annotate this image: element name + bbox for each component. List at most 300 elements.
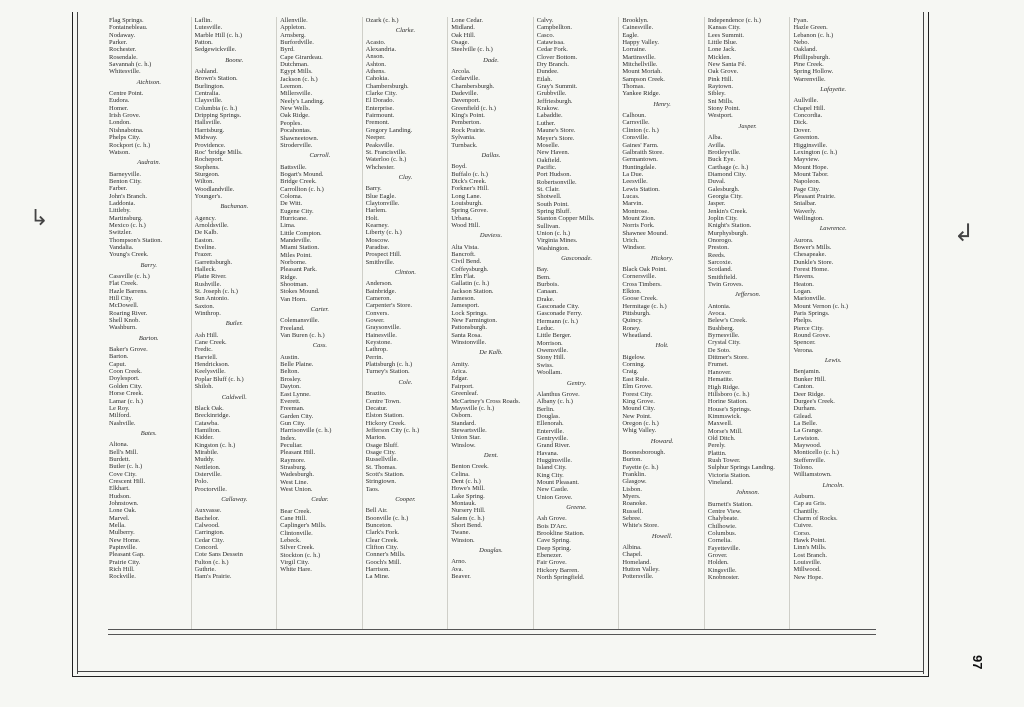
post-office-entry: Nodaway. bbox=[109, 31, 136, 39]
post-office-entry: Murphysburgh. bbox=[707, 229, 749, 237]
post-office-entry: Durham. bbox=[793, 405, 817, 413]
post-office-entry: Hutton Valley. bbox=[622, 566, 660, 574]
post-office-entry: Mulberry. bbox=[109, 529, 135, 537]
post-office-entry: Coon Creek. bbox=[109, 368, 142, 376]
post-office-entry: Casco. bbox=[536, 31, 555, 39]
page-number: 97 bbox=[970, 655, 985, 670]
post-office-entry: Galbraith Store. bbox=[622, 148, 664, 156]
post-office-entry: Saxton. bbox=[194, 302, 215, 310]
county-heading: Henry. bbox=[653, 100, 671, 108]
post-office-entry: Pink Hill. bbox=[707, 75, 734, 83]
post-office-entry: Frazer. bbox=[194, 251, 213, 259]
post-office-entry: Wilton. bbox=[194, 178, 214, 186]
post-office-entry: Pleasant Prairie. bbox=[793, 192, 836, 200]
post-office-entry: Chambersburgh. bbox=[451, 82, 495, 90]
post-office-entry: Spring Hollow. bbox=[793, 68, 834, 76]
county-heading: Jasper. bbox=[738, 122, 757, 130]
column-divider bbox=[362, 17, 363, 629]
left-margin-arrow-icon: ↳ bbox=[30, 206, 49, 231]
column-divider bbox=[789, 17, 790, 629]
post-office-entry: Milford. bbox=[109, 412, 131, 420]
county-heading: Bates. bbox=[140, 429, 157, 437]
post-office-entry: Antonia. bbox=[707, 302, 731, 310]
post-office-entry: Belton. bbox=[280, 368, 300, 376]
post-office-entry: Logan. bbox=[793, 288, 812, 296]
post-office-entry: Luther. bbox=[536, 119, 556, 127]
post-office-entry: Pottersville. bbox=[622, 573, 654, 581]
post-office-entry: Rock Prairie. bbox=[451, 126, 486, 134]
post-office-entry: Swiss. bbox=[536, 361, 554, 369]
post-office-entry: Lutesville. bbox=[194, 24, 223, 32]
post-office-entry: Stokes Mound. bbox=[280, 288, 320, 296]
post-office-entry: Benton Creek. bbox=[451, 463, 489, 471]
post-office-entry: Garden City. bbox=[280, 412, 314, 420]
frame-right-inner-rule bbox=[923, 12, 924, 674]
table-bottom-rule bbox=[108, 629, 876, 630]
column-divider bbox=[191, 17, 192, 629]
post-office-entry: McDowell. bbox=[109, 302, 139, 310]
post-office-entry: Cap au Gris. bbox=[793, 500, 827, 508]
post-office-entry: Roc' 'bridge Mills. bbox=[194, 148, 243, 156]
post-office-entry: Nettleton. bbox=[194, 463, 221, 471]
post-office-entry: Alta Vista. bbox=[451, 243, 479, 251]
post-office-entry: Oak Hill. bbox=[451, 31, 476, 39]
post-office-entry: Ellenorah. bbox=[536, 420, 564, 428]
post-office-entry: Rockville. bbox=[109, 573, 136, 581]
post-office-entry: Fayetteville. bbox=[707, 544, 741, 552]
post-office-entry: Oakfield. bbox=[536, 156, 562, 164]
post-office-entry: Elkhart. bbox=[109, 485, 130, 493]
post-office-columns bbox=[109, 17, 879, 629]
post-office-entry: Gray's Summit. bbox=[536, 83, 578, 91]
post-office-entry: Platte River. bbox=[194, 273, 227, 281]
post-office-entry: Taos. bbox=[365, 485, 380, 493]
post-office-entry: Catawba. bbox=[194, 419, 219, 427]
post-office-entry: Littleby. bbox=[109, 207, 131, 215]
post-office-entry: Horse Creek. bbox=[109, 390, 144, 398]
post-office-entry: Joplin City. bbox=[707, 214, 738, 222]
post-office-entry: Liberty (c. h.) bbox=[365, 229, 402, 237]
post-office-entry: Union Grove. bbox=[536, 493, 573, 501]
post-office-entry: Gaines' Farm. bbox=[622, 141, 659, 149]
post-office-entry: Elm Flat. bbox=[451, 273, 476, 280]
post-office-entry: Colemansville. bbox=[280, 317, 320, 325]
post-office-entry: Osage City. bbox=[365, 448, 396, 456]
post-office-entry: Albany (c. h.) bbox=[536, 398, 573, 406]
post-office-entry: Crescent Hill. bbox=[109, 477, 146, 485]
post-office-entry: Jefferson City (c. h.) bbox=[365, 426, 420, 434]
post-office-entry: Acasto. bbox=[365, 38, 386, 46]
post-office-entry: Jasper. bbox=[707, 200, 726, 208]
post-office-entry: Page City. bbox=[793, 185, 821, 193]
post-office-entry: Neely's Landing. bbox=[280, 97, 325, 105]
post-office-entry: Holden. bbox=[707, 559, 729, 567]
post-office-entry: Chapel. bbox=[622, 551, 643, 559]
post-office-entry: Clintonville. bbox=[280, 529, 313, 537]
column-3 bbox=[280, 17, 360, 629]
post-office-entry: Hanover. bbox=[707, 368, 732, 376]
post-office-entry: Beaver. bbox=[451, 573, 471, 581]
post-office-entry: Marvin. bbox=[622, 200, 644, 208]
post-office-entry: Gentryville. bbox=[536, 434, 568, 442]
post-office-entry: Etlah. bbox=[536, 75, 553, 83]
post-office-entry: Burdett. bbox=[109, 455, 131, 463]
post-office-entry: Long Lane. bbox=[451, 192, 482, 200]
post-office-entry: Consville. bbox=[622, 134, 649, 142]
post-office-entry: Virginia Mines. bbox=[536, 237, 578, 245]
post-office-entry: Mount Pleasant. bbox=[536, 478, 580, 486]
post-office-entry: Stephens. bbox=[194, 163, 220, 171]
county-heading: Holt. bbox=[655, 342, 669, 350]
post-office-entry: Hill City. bbox=[109, 295, 134, 303]
post-office-entry: Dick. bbox=[793, 119, 808, 127]
post-office-entry: Carrington. bbox=[194, 529, 225, 537]
county-heading: Gasconade. bbox=[561, 255, 592, 262]
post-office-entry: John's Branch. bbox=[109, 192, 148, 200]
post-office-entry: Turney's Station. bbox=[365, 368, 410, 376]
post-office-entry: Plattin. bbox=[707, 449, 727, 457]
post-office-entry: Lisbon. bbox=[622, 485, 643, 493]
post-office-entry: Midway. bbox=[194, 134, 218, 142]
post-office-entry: Campbellton. bbox=[536, 24, 572, 32]
post-office-entry: Kearney. bbox=[365, 221, 389, 229]
post-office-entry: Black Oak. bbox=[194, 404, 224, 412]
post-office-entry: Van Horn. bbox=[280, 295, 307, 303]
post-office-entry: Irish Grove. bbox=[109, 112, 141, 120]
post-office-entry: Ash Hill. bbox=[194, 331, 219, 339]
post-office-entry: Halleck. bbox=[194, 266, 217, 273]
post-office-entry: Index. bbox=[280, 434, 297, 442]
post-office-entry: Shell Knob. bbox=[109, 317, 141, 325]
post-office-entry: Van Buren (c. h.) bbox=[280, 332, 325, 340]
post-office-entry: Mount Tabor. bbox=[793, 170, 829, 178]
post-office-entry: Santa Rosa. bbox=[451, 331, 482, 339]
post-office-entry: Centralia. bbox=[194, 90, 220, 98]
post-office-entry: Wheatland. bbox=[622, 332, 653, 340]
post-office-entry: Le Roy. bbox=[109, 404, 130, 412]
post-office-entry: Goose Creek. bbox=[622, 295, 658, 303]
post-office-entry: Fayette (c. h.) bbox=[622, 463, 659, 471]
post-office-entry: Carthage (c. h.) bbox=[707, 163, 749, 171]
post-office-entry: Stanton Copper Mills. bbox=[536, 215, 595, 223]
post-office-entry: Standard. bbox=[451, 419, 476, 427]
post-office-entry: Moscow. bbox=[365, 236, 390, 244]
post-office-entry: Bois D'Arc. bbox=[536, 522, 568, 530]
post-office-entry: Cahokia. bbox=[365, 75, 389, 83]
post-office-entry: Scotland. bbox=[707, 266, 733, 274]
post-office-entry: Young's Creek. bbox=[109, 251, 149, 259]
post-office-entry: Gooch's Mill. bbox=[365, 558, 402, 566]
post-office-entry: Eugene City. bbox=[280, 207, 314, 215]
post-office-entry: Ash Grove. bbox=[536, 515, 567, 523]
post-office-entry: White Hare. bbox=[280, 566, 312, 574]
county-heading: Lawrence. bbox=[819, 225, 847, 233]
post-office-entry: Oregon (c. h.) bbox=[622, 419, 659, 427]
post-office-entry: Johnstown. bbox=[109, 499, 139, 507]
post-office-entry: Austin. bbox=[280, 353, 300, 361]
post-office-entry: Marion. bbox=[365, 434, 387, 442]
post-office-entry: Happy Valley. bbox=[622, 39, 659, 47]
post-office-entry: Mirabile. bbox=[194, 448, 219, 456]
post-office-entry: Hudson. bbox=[109, 492, 131, 500]
post-office-entry: Gilead. bbox=[793, 412, 813, 420]
post-office-entry: Waverly. bbox=[793, 207, 817, 215]
post-office-entry: Hawk Point. bbox=[793, 537, 826, 545]
post-office-entry: Winston. bbox=[451, 536, 475, 544]
county-heading: Howell. bbox=[651, 532, 673, 540]
post-office-entry: Hermann (c. h.) bbox=[536, 317, 578, 325]
post-office-entry: Boonville (c. h.) bbox=[365, 514, 409, 522]
post-office-entry: Cote Sans Dessein bbox=[194, 551, 243, 559]
post-office-entry: Osage Bluff. bbox=[365, 441, 399, 449]
post-office-entry: Lake Spring. bbox=[451, 492, 485, 500]
post-office-entry: La Due. bbox=[622, 170, 644, 178]
column-1 bbox=[109, 17, 189, 629]
post-office-entry: Morse's Mill. bbox=[707, 427, 743, 435]
post-office-entry: De Soto. bbox=[707, 346, 731, 354]
post-office-entry: Urbana. bbox=[451, 214, 472, 222]
post-office-entry: Deer Ridge. bbox=[793, 390, 825, 398]
post-office-entry: Amity. bbox=[451, 360, 470, 368]
post-office-entry: Burbois. bbox=[536, 281, 559, 289]
column-divider bbox=[618, 17, 619, 629]
post-office-entry: Buffalo (c. h.) bbox=[451, 170, 488, 178]
post-office-entry: New Haven. bbox=[536, 149, 570, 157]
post-office-entry: Lock Springs. bbox=[451, 309, 488, 317]
post-office-entry: Cornersville. bbox=[622, 273, 657, 281]
post-office-entry: Maywood. bbox=[793, 441, 822, 449]
post-office-entry: De Kalb. bbox=[194, 229, 219, 237]
post-office-entry: Flag Springs. bbox=[109, 17, 144, 24]
post-office-entry: Roanoke. bbox=[622, 500, 648, 508]
post-office-entry: Winstonville. bbox=[451, 339, 487, 347]
post-office-entry: New Hope. bbox=[793, 573, 824, 581]
post-office-entry: Byrnesville. bbox=[707, 332, 740, 340]
post-office-entry: Stony Point. bbox=[707, 105, 741, 113]
column-divider bbox=[447, 17, 448, 629]
post-office-entry: Dry Branch. bbox=[536, 61, 569, 69]
post-office-entry: Wellington. bbox=[793, 214, 824, 222]
post-office-entry: Higginsville. bbox=[793, 141, 828, 149]
post-office-entry: Louisville. bbox=[793, 559, 822, 567]
post-office-entry: Lebanon (c. h.) bbox=[793, 31, 834, 39]
post-office-entry: Stony Hill. bbox=[536, 354, 566, 362]
post-office-entry: Brosley. bbox=[280, 375, 302, 383]
post-office-entry: Canaan. bbox=[536, 288, 558, 296]
post-office-entry: Carrsville. bbox=[622, 119, 650, 127]
post-office-entry: Peoples. bbox=[280, 119, 302, 127]
post-office-entry: Germantown. bbox=[622, 156, 658, 164]
post-office-entry: Onorogo. bbox=[707, 236, 733, 244]
post-office-entry: Howe's Mill. bbox=[451, 485, 485, 493]
post-office-entry: Washington. bbox=[536, 244, 570, 252]
post-office-entry: Wadesburgh. bbox=[280, 471, 314, 479]
post-office-entry: Peaksville. bbox=[365, 141, 394, 149]
post-office-entry: Jameson. bbox=[451, 295, 476, 303]
post-office-entry: Pierce City. bbox=[793, 324, 824, 332]
post-office-entry: Phillipsburgh. bbox=[793, 53, 830, 61]
post-office-entry: Hazle Barrens. bbox=[109, 287, 148, 295]
post-office-entry: House's Springs. bbox=[707, 405, 752, 413]
post-office-entry: Prospect Hill. bbox=[365, 251, 402, 259]
post-office-entry: South Point. bbox=[536, 200, 569, 208]
post-office-entry: Norris Fork. bbox=[622, 222, 655, 230]
post-office-entry: Columbia (c. h.) bbox=[194, 104, 238, 112]
post-office-entry: North Springfield. bbox=[536, 574, 585, 582]
post-office-entry: Cove City. bbox=[109, 470, 137, 478]
post-office-entry: Butler (c. h.) bbox=[109, 463, 143, 471]
column-9 bbox=[793, 17, 873, 629]
post-office-entry: Lone Oak. bbox=[109, 507, 137, 515]
post-office-entry: Caplinger's Mills. bbox=[280, 522, 327, 530]
post-office-entry: Independence (c. h.) bbox=[707, 17, 761, 24]
frame-bottom-inner-rule bbox=[77, 671, 924, 672]
post-office-entry: Forest City. bbox=[622, 390, 653, 398]
post-office-entry: Caput. bbox=[109, 360, 127, 368]
post-office-entry: Kidder. bbox=[194, 434, 214, 442]
post-office-entry: Forkner's Hill. bbox=[451, 185, 489, 193]
post-office-entry: Thompson's Station. bbox=[109, 236, 163, 244]
post-office-entry: Smithville. bbox=[365, 258, 395, 266]
post-office-entry: Scott's Station. bbox=[365, 470, 405, 478]
post-office-entry: Harrisburg. bbox=[194, 126, 225, 134]
post-office-entry: Bachelor. bbox=[194, 514, 220, 522]
post-office-entry: Cave Spring. bbox=[536, 537, 571, 545]
post-office-entry: Stewartsville. bbox=[451, 426, 487, 434]
post-office-entry: New Home. bbox=[109, 536, 141, 544]
post-office-entry: Marionville. bbox=[793, 295, 826, 303]
post-office-entry: Centre View. bbox=[707, 508, 742, 515]
post-office-entry: Neeper. bbox=[365, 134, 386, 142]
post-office-entry: Buck Eye. bbox=[707, 156, 735, 164]
post-office-entry: Clinton (c. h.) bbox=[622, 126, 659, 134]
county-heading: Daviess. bbox=[479, 232, 503, 240]
post-office-entry: Dripping Springs. bbox=[194, 112, 242, 120]
post-office-entry: Oak Grove. bbox=[707, 68, 739, 76]
post-office-entry: Brookline Station. bbox=[536, 530, 585, 538]
post-office-entry: Pocahontas. bbox=[280, 127, 312, 135]
post-office-entry: Sedgewickville. bbox=[194, 46, 237, 54]
post-office-entry: Lucas. bbox=[622, 192, 640, 200]
post-office-entry: Anderson. bbox=[365, 280, 393, 288]
post-office-entry: Pemberton. bbox=[451, 119, 482, 127]
post-office-entry: Nursery Hill. bbox=[451, 507, 486, 515]
post-office-entry: Silver Creek. bbox=[280, 544, 315, 552]
post-office-entry: Aurora. bbox=[793, 236, 814, 244]
post-office-entry: Ozark (c. h.) bbox=[365, 17, 399, 24]
right-margin-arrow-icon: ↲ bbox=[954, 219, 975, 247]
post-office-entry: Winslow. bbox=[451, 441, 476, 449]
post-office-entry: Cedar City. bbox=[194, 536, 225, 544]
post-office-entry: Hickory Barren. bbox=[536, 566, 579, 574]
post-office-entry: Columbus. bbox=[707, 530, 737, 538]
post-office-entry: Sun Antonio. bbox=[194, 295, 229, 303]
post-office-entry: Arnsberg. bbox=[280, 31, 306, 39]
county-heading: Boone. bbox=[225, 56, 244, 64]
post-office-entry: Lewiston. bbox=[793, 434, 820, 442]
post-office-entry: Forest Home. bbox=[793, 266, 829, 273]
post-office-entry: Strasburg. bbox=[280, 463, 307, 471]
post-office-entry: Hematite. bbox=[707, 376, 734, 384]
post-office-entry: Twin Groves. bbox=[707, 281, 744, 289]
post-office-entry: Ebenezer. bbox=[536, 552, 563, 560]
post-office-entry: Carpenter's Store. bbox=[365, 302, 412, 310]
post-office-entry: St. Francisville. bbox=[365, 148, 407, 156]
post-office-entry: Pacific. bbox=[536, 163, 557, 171]
post-office-entry: Martinsville. bbox=[622, 53, 656, 61]
post-office-entry: Clifton City. bbox=[365, 544, 399, 552]
post-office-entry: Enterville. bbox=[536, 427, 565, 435]
post-office-entry: Burton. bbox=[622, 456, 643, 464]
post-office-entry: Grover. bbox=[707, 552, 728, 560]
county-heading: Dallas. bbox=[481, 151, 501, 159]
post-office-entry: Woollam. bbox=[536, 369, 563, 377]
post-office-entry: Franklin. bbox=[622, 470, 646, 478]
post-office-entry: Cassville (c. h.) bbox=[109, 273, 150, 280]
post-office-entry: Rocheport. bbox=[194, 156, 224, 164]
post-office-entry: Twane. bbox=[451, 529, 471, 537]
post-office-entry: Pittsburgh. bbox=[622, 310, 651, 318]
post-office-entry: Fontainebleau. bbox=[109, 24, 148, 32]
post-office-entry: Savannah (c. h.) bbox=[109, 61, 152, 69]
post-office-entry: Jackson (c. h.) bbox=[280, 75, 318, 83]
post-office-entry: Sylvania. bbox=[451, 134, 476, 142]
post-office-entry: Victoria Station. bbox=[707, 471, 751, 479]
post-office-entry: Vineland. bbox=[707, 478, 733, 486]
post-office-entry: Lost Branch. bbox=[793, 551, 828, 559]
post-office-entry: St. Joseph (c. h.) bbox=[194, 288, 238, 296]
post-office-entry: Papinville. bbox=[109, 544, 137, 552]
post-office-entry: Rosendale. bbox=[109, 53, 138, 61]
post-office-entry: Cedar Fork. bbox=[536, 46, 568, 54]
post-office-entry: Holt. bbox=[365, 214, 379, 222]
post-office-entry: Union Star. bbox=[451, 434, 481, 442]
post-office-entry: Cuivre. bbox=[793, 522, 813, 530]
post-office-entry: Auxvasse. bbox=[194, 507, 222, 515]
column-8 bbox=[708, 17, 788, 629]
post-office-entry: Maysville (c. h.) bbox=[451, 404, 495, 412]
post-office-entry: Concord. bbox=[194, 544, 219, 552]
post-office-entry: Spring Grove. bbox=[451, 207, 489, 215]
post-office-entry: Farber. bbox=[109, 185, 128, 193]
post-office-entry: Altona. bbox=[109, 441, 129, 449]
post-office-entry: Russellville. bbox=[365, 456, 398, 464]
county-heading: Clinton. bbox=[394, 269, 416, 276]
county-heading: Butler. bbox=[225, 320, 243, 328]
post-office-entry: Gasconade Ferry. bbox=[536, 310, 583, 318]
post-office-entry: Barton. bbox=[109, 353, 129, 361]
column-divider bbox=[533, 17, 534, 629]
post-office-entry: Dundee. bbox=[536, 68, 559, 76]
post-office-entry: Raymore. bbox=[280, 456, 306, 464]
post-office-entry: Barry. bbox=[365, 185, 382, 193]
post-office-entry: Knobnoster. bbox=[707, 574, 740, 582]
post-office-entry: Phelps. bbox=[793, 317, 813, 325]
post-office-entry: Hamilton. bbox=[194, 426, 221, 434]
post-office-entry: White's Store. bbox=[622, 522, 659, 530]
post-office-entry: Hainesville. bbox=[365, 331, 397, 339]
county-heading: Lincoln. bbox=[822, 481, 844, 489]
post-office-entry: Centre Point. bbox=[109, 90, 144, 98]
post-office-entry: Hermitage (c. h.) bbox=[622, 302, 667, 310]
post-office-entry: Arnoldsville. bbox=[194, 221, 229, 229]
post-office-entry: Sibley. bbox=[707, 90, 726, 98]
post-office-entry: Port Hudson. bbox=[536, 171, 572, 179]
post-office-entry: Bainbridge. bbox=[365, 287, 397, 295]
post-office-entry: Roney. bbox=[622, 324, 641, 332]
county-heading: Jefferson. bbox=[734, 291, 761, 299]
post-office-entry: Lone Jack. bbox=[707, 46, 737, 54]
